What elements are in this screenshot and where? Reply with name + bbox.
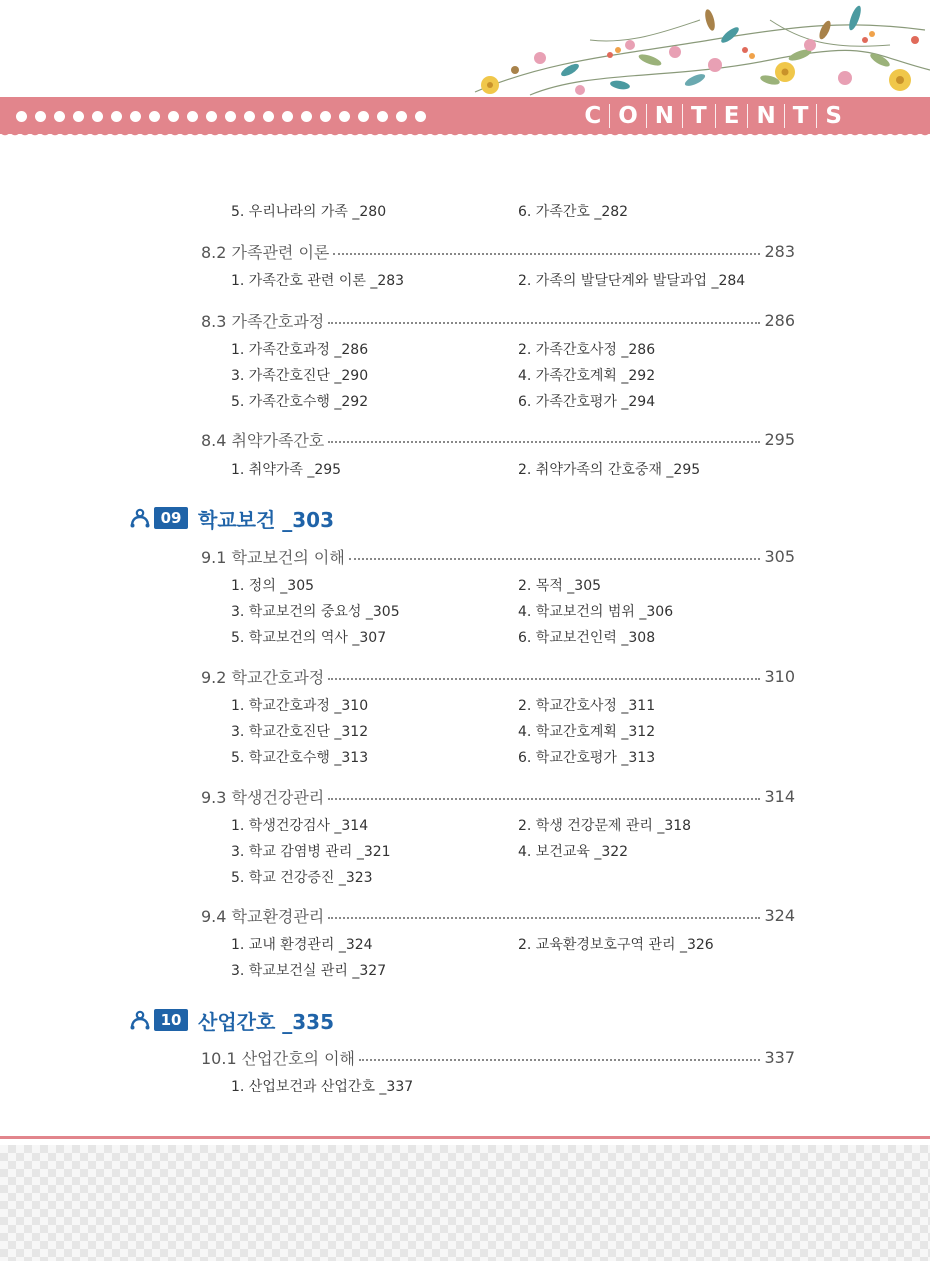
toc-item: 4. 학교간호계획 _312 — [518, 724, 656, 740]
toc-item: 5. 학교보건의 역사 _307 — [231, 630, 387, 646]
chapter-title: 학교보건 _303 — [198, 507, 334, 532]
section-title: 9.3 학생건강관리 — [201, 787, 325, 807]
dot-leader — [333, 253, 760, 255]
contents-letter: S — [825, 103, 842, 129]
toc-chapter — [130, 505, 334, 531]
toc-item: 1. 교내 환경관리 _324 — [231, 937, 373, 953]
toc-item: 6. 학교보건인력 _308 — [518, 630, 656, 646]
toc-item: 5. 학교 건강증진 _323 — [231, 870, 373, 886]
chapter-title: 산업간호 _335 — [198, 1009, 334, 1034]
header-scallop — [0, 130, 930, 140]
header-dot — [130, 111, 141, 122]
section-page: 337 — [764, 1047, 795, 1067]
header-dot — [263, 111, 274, 122]
dot-leader — [328, 917, 760, 919]
section-title: 9.1 학교보건의 이해 — [201, 547, 345, 567]
section-title: 8.3 가족간호과정 — [201, 311, 325, 331]
header-dot — [225, 111, 236, 122]
toc-section — [201, 240, 795, 262]
dot-leader — [328, 798, 760, 800]
dot-leader — [349, 558, 761, 560]
toc-item: 3. 가족간호진단 _290 — [231, 368, 369, 384]
toc-item: 6. 학교간호평가 _313 — [518, 750, 656, 766]
header-dot — [244, 111, 255, 122]
header-dot — [92, 111, 103, 122]
toc-item: 1. 가족간호 관련 이론 _283 — [231, 273, 405, 289]
toc-item: 3. 학교 감염병 관리 _321 — [231, 844, 391, 860]
header-dot — [339, 111, 350, 122]
header-dot — [301, 111, 312, 122]
toc-item: 5. 우리나라의 가족 _280 — [231, 204, 387, 220]
dot-leader — [328, 678, 760, 680]
header-dots — [16, 111, 426, 122]
toc-item: 2. 학생 건강문제 관리 _318 — [518, 818, 692, 834]
header-dot — [16, 111, 27, 122]
toc-section — [201, 665, 795, 687]
toc-section — [201, 309, 795, 331]
contents-letter: N — [748, 104, 784, 128]
section-page: 324 — [764, 905, 795, 925]
contents-letter: O — [610, 104, 647, 128]
toc-item: 5. 가족간호수행 _292 — [231, 394, 369, 410]
header-dot — [320, 111, 331, 122]
toc-section — [201, 545, 795, 567]
floral-decoration — [470, 0, 930, 100]
toc-item: 4. 학교보건의 범위 _306 — [518, 604, 674, 620]
section-page: 305 — [764, 546, 795, 566]
header-dot — [35, 111, 46, 122]
toc-item: 1. 산업보건과 산업간호 _337 — [231, 1079, 414, 1095]
toc-item: 2. 목적 _305 — [518, 578, 602, 594]
toc-item: 3. 학교보건실 관리 _327 — [231, 963, 387, 979]
toc-section — [201, 1046, 795, 1068]
section-page: 283 — [764, 241, 795, 261]
section-page: 310 — [764, 666, 795, 686]
header-dot — [149, 111, 160, 122]
header-dot — [358, 111, 369, 122]
toc-item: 3. 학교보건의 중요성 _305 — [231, 604, 400, 620]
toc-item: 4. 가족간호계획 _292 — [518, 368, 656, 384]
header-dot — [396, 111, 407, 122]
footer-checker-pattern — [0, 1145, 930, 1261]
section-title: 8.2 가족관련 이론 — [201, 242, 330, 262]
toc-section — [201, 904, 795, 926]
section-page: 314 — [764, 786, 795, 806]
toc-item: 1. 정의 _305 — [231, 578, 315, 594]
toc-section — [201, 428, 795, 450]
toc-item: 2. 가족의 발달단계와 발달과업 _284 — [518, 273, 746, 289]
section-page: 295 — [764, 429, 795, 449]
toc-item: 1. 취약가족 _295 — [231, 462, 342, 478]
contents-title — [576, 102, 850, 130]
header-dot — [73, 111, 84, 122]
section-title: 9.4 학교환경관리 — [201, 906, 325, 926]
section-title: 10.1 산업간호의 이해 — [201, 1048, 355, 1068]
toc-item: 1. 학생건강검사 _314 — [231, 818, 369, 834]
header-dot — [168, 111, 179, 122]
toc-item: 1. 학교간호과정 _310 — [231, 698, 369, 714]
toc-item: 3. 학교간호진단 _312 — [231, 724, 369, 740]
contents-letter: E — [716, 104, 749, 128]
footer-rule — [0, 1136, 930, 1139]
header-dot — [282, 111, 293, 122]
header-dot — [377, 111, 388, 122]
toc-item: 2. 교육환경보호구역 관리 _326 — [518, 937, 714, 953]
section-page: 286 — [764, 310, 795, 330]
person-icon — [130, 1010, 150, 1030]
page-header — [0, 0, 930, 150]
contents-letter: T — [683, 104, 716, 128]
toc-item: 6. 가족간호 _282 — [518, 204, 629, 220]
dot-leader — [359, 1059, 760, 1061]
chapter-number: 10 — [154, 1009, 188, 1031]
header-dot — [415, 111, 426, 122]
toc-item: 6. 가족간호평가 _294 — [518, 394, 656, 410]
header-dot — [206, 111, 217, 122]
toc-section — [201, 785, 795, 807]
toc-item: 5. 학교간호수행 _313 — [231, 750, 369, 766]
toc-item: 2. 가족간호사정 _286 — [518, 342, 656, 358]
section-title: 8.4 취약가족간호 — [201, 430, 325, 450]
toc-item: 2. 학교간호사정 _311 — [518, 698, 656, 714]
toc-chapter — [130, 1007, 334, 1033]
person-icon — [130, 508, 150, 528]
header-dot — [54, 111, 65, 122]
toc-item: 1. 가족간호과정 _286 — [231, 342, 369, 358]
contents-letter: C — [576, 104, 610, 128]
section-title: 9.2 학교간호과정 — [201, 667, 325, 687]
dot-leader — [328, 441, 760, 443]
toc-item: 2. 취약가족의 간호중재 _295 — [518, 462, 701, 478]
header-dot — [187, 111, 198, 122]
dot-leader — [328, 322, 760, 324]
header-dot — [111, 111, 122, 122]
contents-letter: T — [785, 104, 818, 128]
contents-letter: N — [647, 104, 683, 128]
chapter-number: 09 — [154, 507, 188, 529]
toc-item: 4. 보건교육 _322 — [518, 844, 629, 860]
